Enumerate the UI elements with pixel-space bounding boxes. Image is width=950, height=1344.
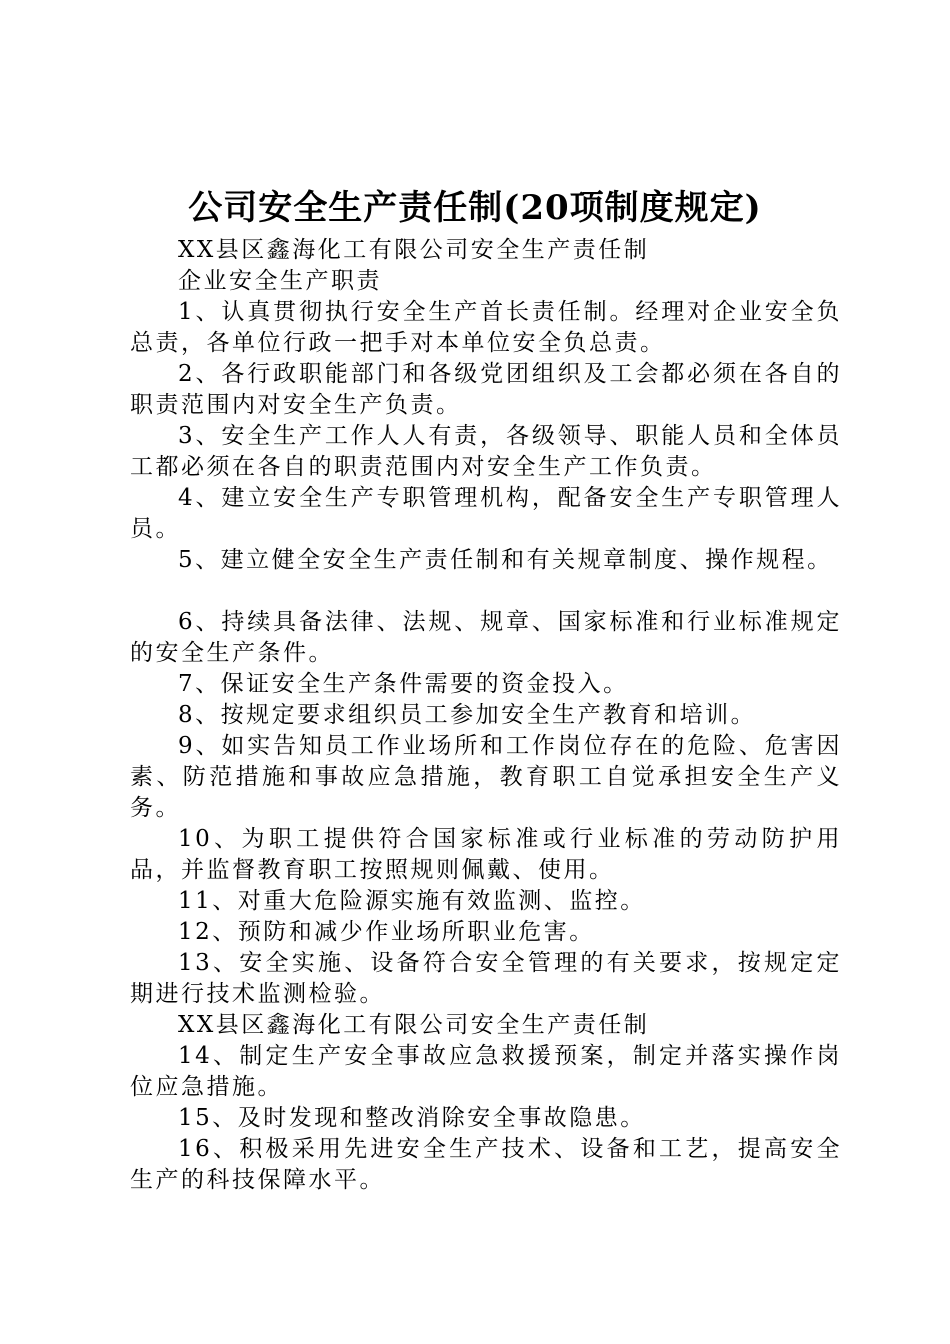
duty-item-8: 8、按规定要求组织员工参加安全生产教育和培训。 — [178, 702, 757, 728]
duty-item-15: 15、及时发现和整改消除安全事故隐患。 — [178, 1105, 646, 1131]
duty-item-3: 3、安全生产工作人人有责，各级领导、职能人员和全体员工都必须在各自的职责范围内对安全生产工作负责。 — [130, 423, 842, 480]
duty-item-5: 5、建立健全安全生产责任制和有关规章制度、操作规程。 — [178, 547, 833, 573]
duty-item-13: 13、安全实施、设备符合安全管理的有关要求，按规定定期进行技术监测检验。 — [130, 950, 842, 1007]
duty-item-4: 4、建立安全生产专职管理机构，配备安全生产专职管理人员。 — [130, 485, 842, 542]
duty-item-11: 11、对重大危险源实施有效监测、监控。 — [178, 888, 646, 914]
company-heading: XX县区鑫海化工有限公司安全生产责任制 — [178, 237, 650, 263]
duty-item-14: 14、制定生产安全事故应急救援预案，制定并落实操作岗位应急措施。 — [130, 1043, 842, 1100]
duty-item-12: 12、预防和减少作业场所职业危害。 — [178, 919, 595, 945]
duty-item-9: 9、如实告知员工作业场所和工作岗位存在的危险、危害因素、防范措施和事故应急措施，教育职工自觉承担安全生产义务。 — [130, 733, 842, 821]
document-title: 公司安全生产责任制(20项制度规定) — [188, 188, 762, 228]
duty-item-1: 1、认真贯彻执行安全生产首长责任制。经理对企业安全负总责，各单位行政一把手对本单位安全负总责。 — [130, 299, 842, 356]
duty-item-2: 2、各行政职能部门和各级党团组织及工会都必须在各自的职责范围内对安全生产负责。 — [130, 361, 842, 418]
document-body — [130, 235, 842, 1196]
duty-item-10: 10、为职工提供符合国家标准或行业标准的劳动防护用品，并监督教育职工按照规则佩戴、使用。 — [130, 826, 842, 883]
duty-item-7: 7、保证安全生产条件需要的资金投入。 — [178, 671, 629, 697]
duty-item-6: 6、持续具备法律、法规、规章、国家标准和行业标准规定的安全生产条件。 — [130, 609, 842, 666]
section-heading: 企业安全生产职责 — [178, 268, 382, 294]
company-heading-repeat: XX县区鑫海化工有限公司安全生产责任制 — [178, 1012, 650, 1038]
duty-item-16: 16、积极采用先进安全生产技术、设备和工艺，提高安全生产的科技保障水平。 — [130, 1136, 842, 1193]
